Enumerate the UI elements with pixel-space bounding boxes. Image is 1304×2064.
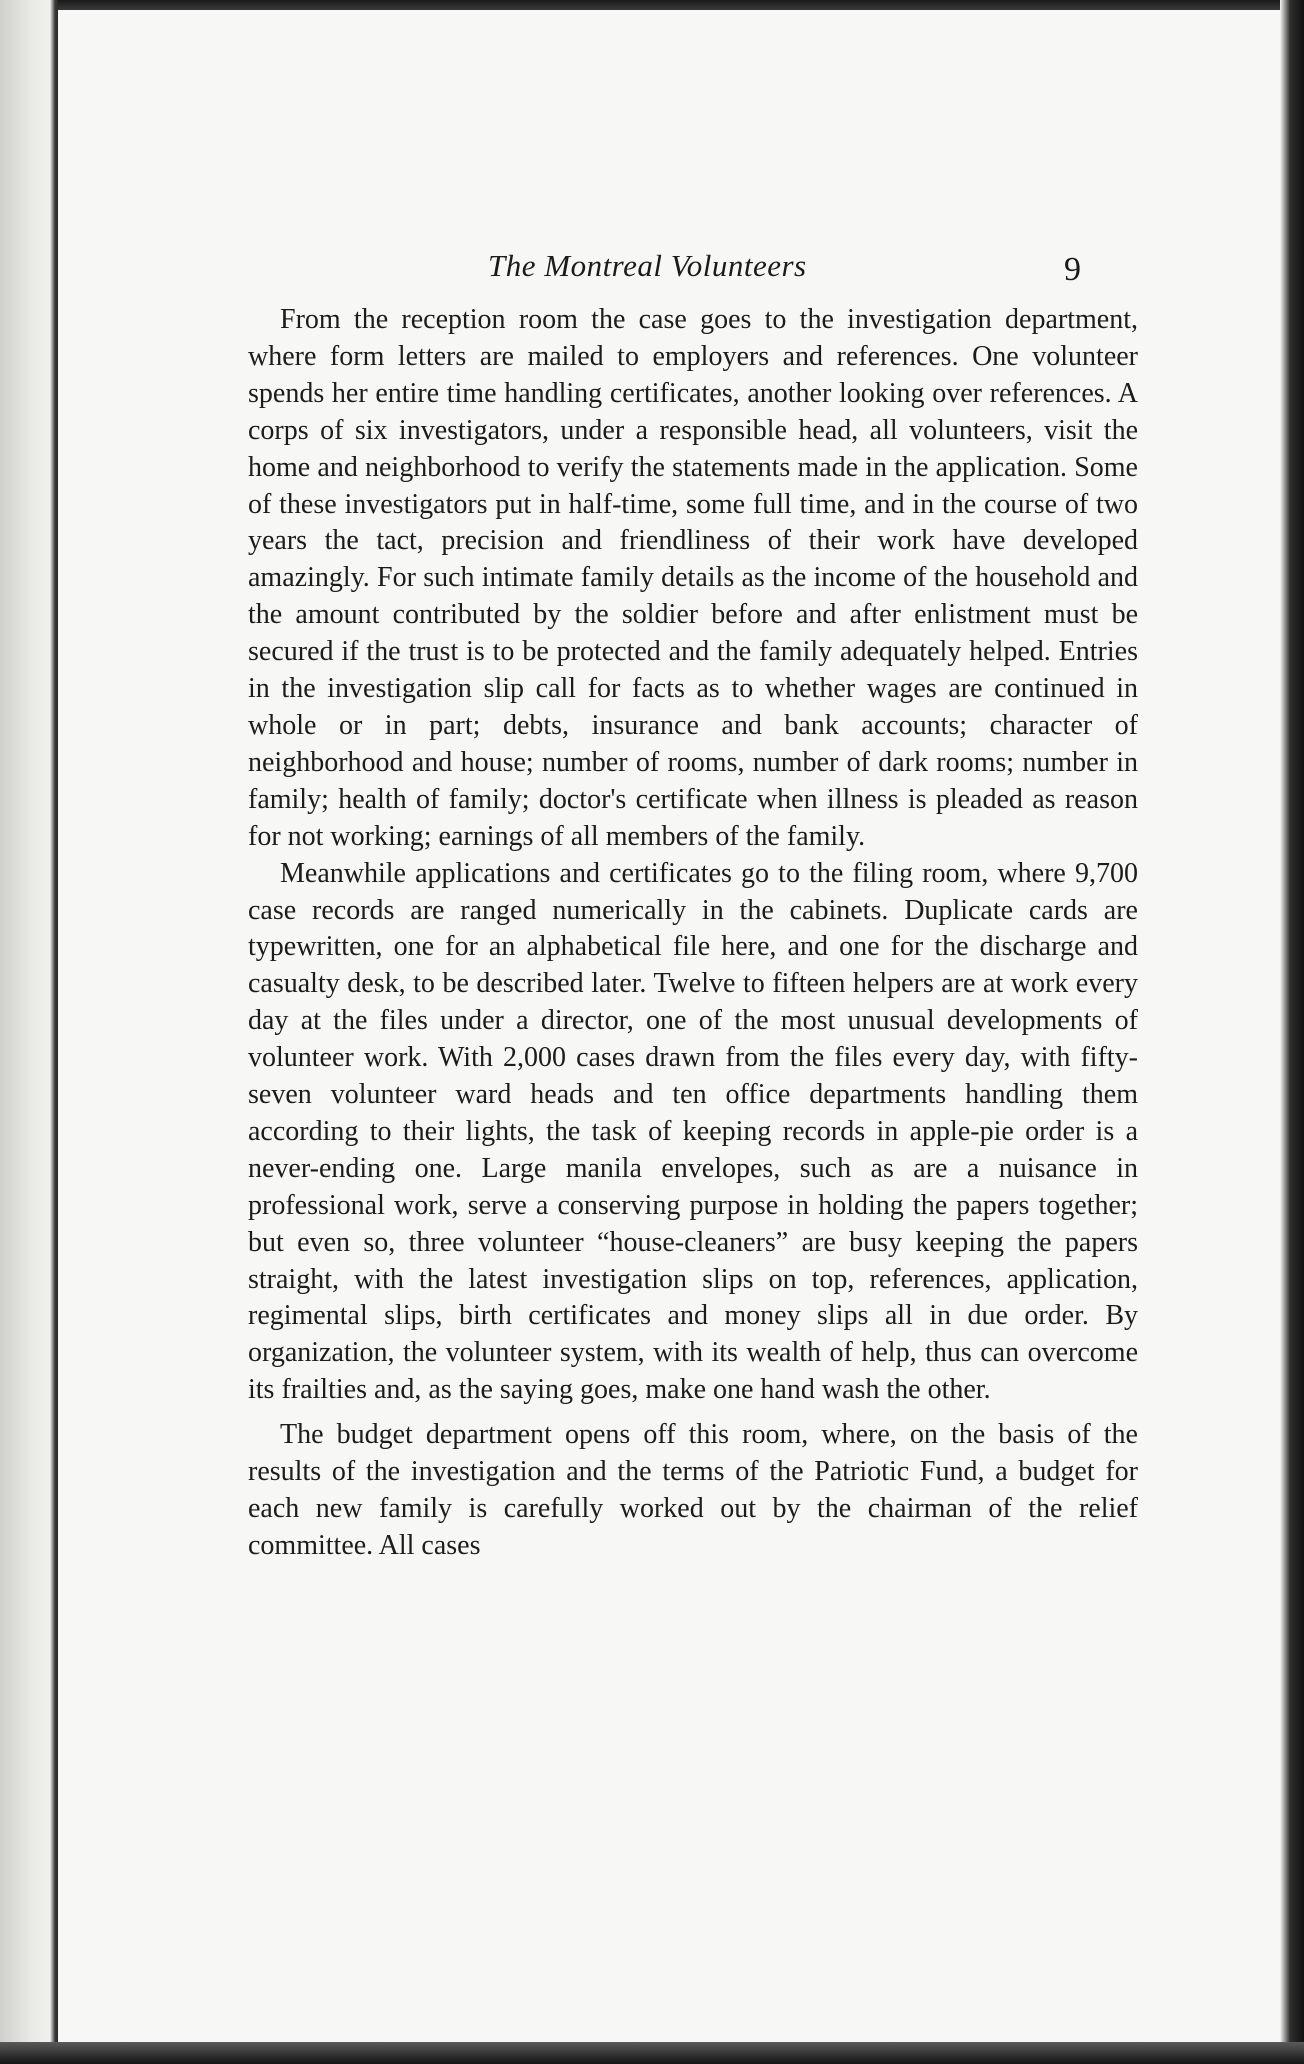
paragraph-investigation: From the reception room the case goes to the investigation department, where form letters are mailed to employers and references. One volunteer spends her entire time handling certificates, another looking over references. A corps of six investigators, under a responsible head, all volunteers, visit the home and neighborhood to verify the statements made in the application. Some of these investigators put in half-time, some full time, and in the course of two years the tact, precision and friendliness of their work have developed amazingly. For such intimate family details as the income of the household and the amount contributed by the soldier before and after enlistment must be secured if the trust is to be protected and the family adequately helped. Entries in the investigation slip call for facts as to whether wages are continued in whole or in part; debts, insurance and bank accounts; character of neighborhood and house; number of rooms, number of dark rooms; number in family; health of family; doctor's certificate when illness is pleaded as reason for not working; earnings of all members of the family. bbox=[248, 304, 1138, 852]
scan-bottom-edge bbox=[0, 2042, 1304, 2064]
scan-top-edge bbox=[0, 0, 1304, 10]
paragraph-budget-department: The budget department opens off this room, where, on the basis of the results of the investigation and the terms of the Patriotic Fund, a budget for each new family is carefully worked out by the chairman of the relief committee. All cases bbox=[248, 1419, 1138, 1561]
page-right-edge bbox=[1280, 0, 1304, 2064]
running-head-title: The Montreal Volunteers bbox=[488, 248, 807, 283]
running-head bbox=[58, 248, 1280, 288]
page-number: 9 bbox=[1064, 251, 1081, 288]
paragraph-filing-room: Meanwhile applications and certificates go to the filing room, where 9,700 case records are ranged numerically in the cabinets. Duplicate cards are typewritten, one for an alphabetical file here, and one for the discharge and casualty desk, to be described later. Twelve to fifteen helpers are at work every day at the files under a director, one of the most unusual developments of volunteer work. With 2,000 cases drawn from the files every day, with fifty-seven volunteer ward heads and ten office departments handling them according to their lights, the task of keeping records in apple-pie order is a never-ending one. Large manila envelopes, such as are a nuisance in professional work, serve a conserving purpose in holding the papers together; but even so, three volunteer “house-cleaners” are busy keeping the papers straight, with the latest investigation slips on top, references, application, regimental slips, birth certificates and money slips all in due order. By organization, the volunteer system, with its wealth of help, thus can overcome its frailties and, as the saying goes, make one hand wash the other. bbox=[248, 857, 1138, 1406]
page-body bbox=[248, 302, 1138, 1565]
book-gutter bbox=[0, 0, 58, 2064]
book-page bbox=[58, 10, 1280, 2042]
